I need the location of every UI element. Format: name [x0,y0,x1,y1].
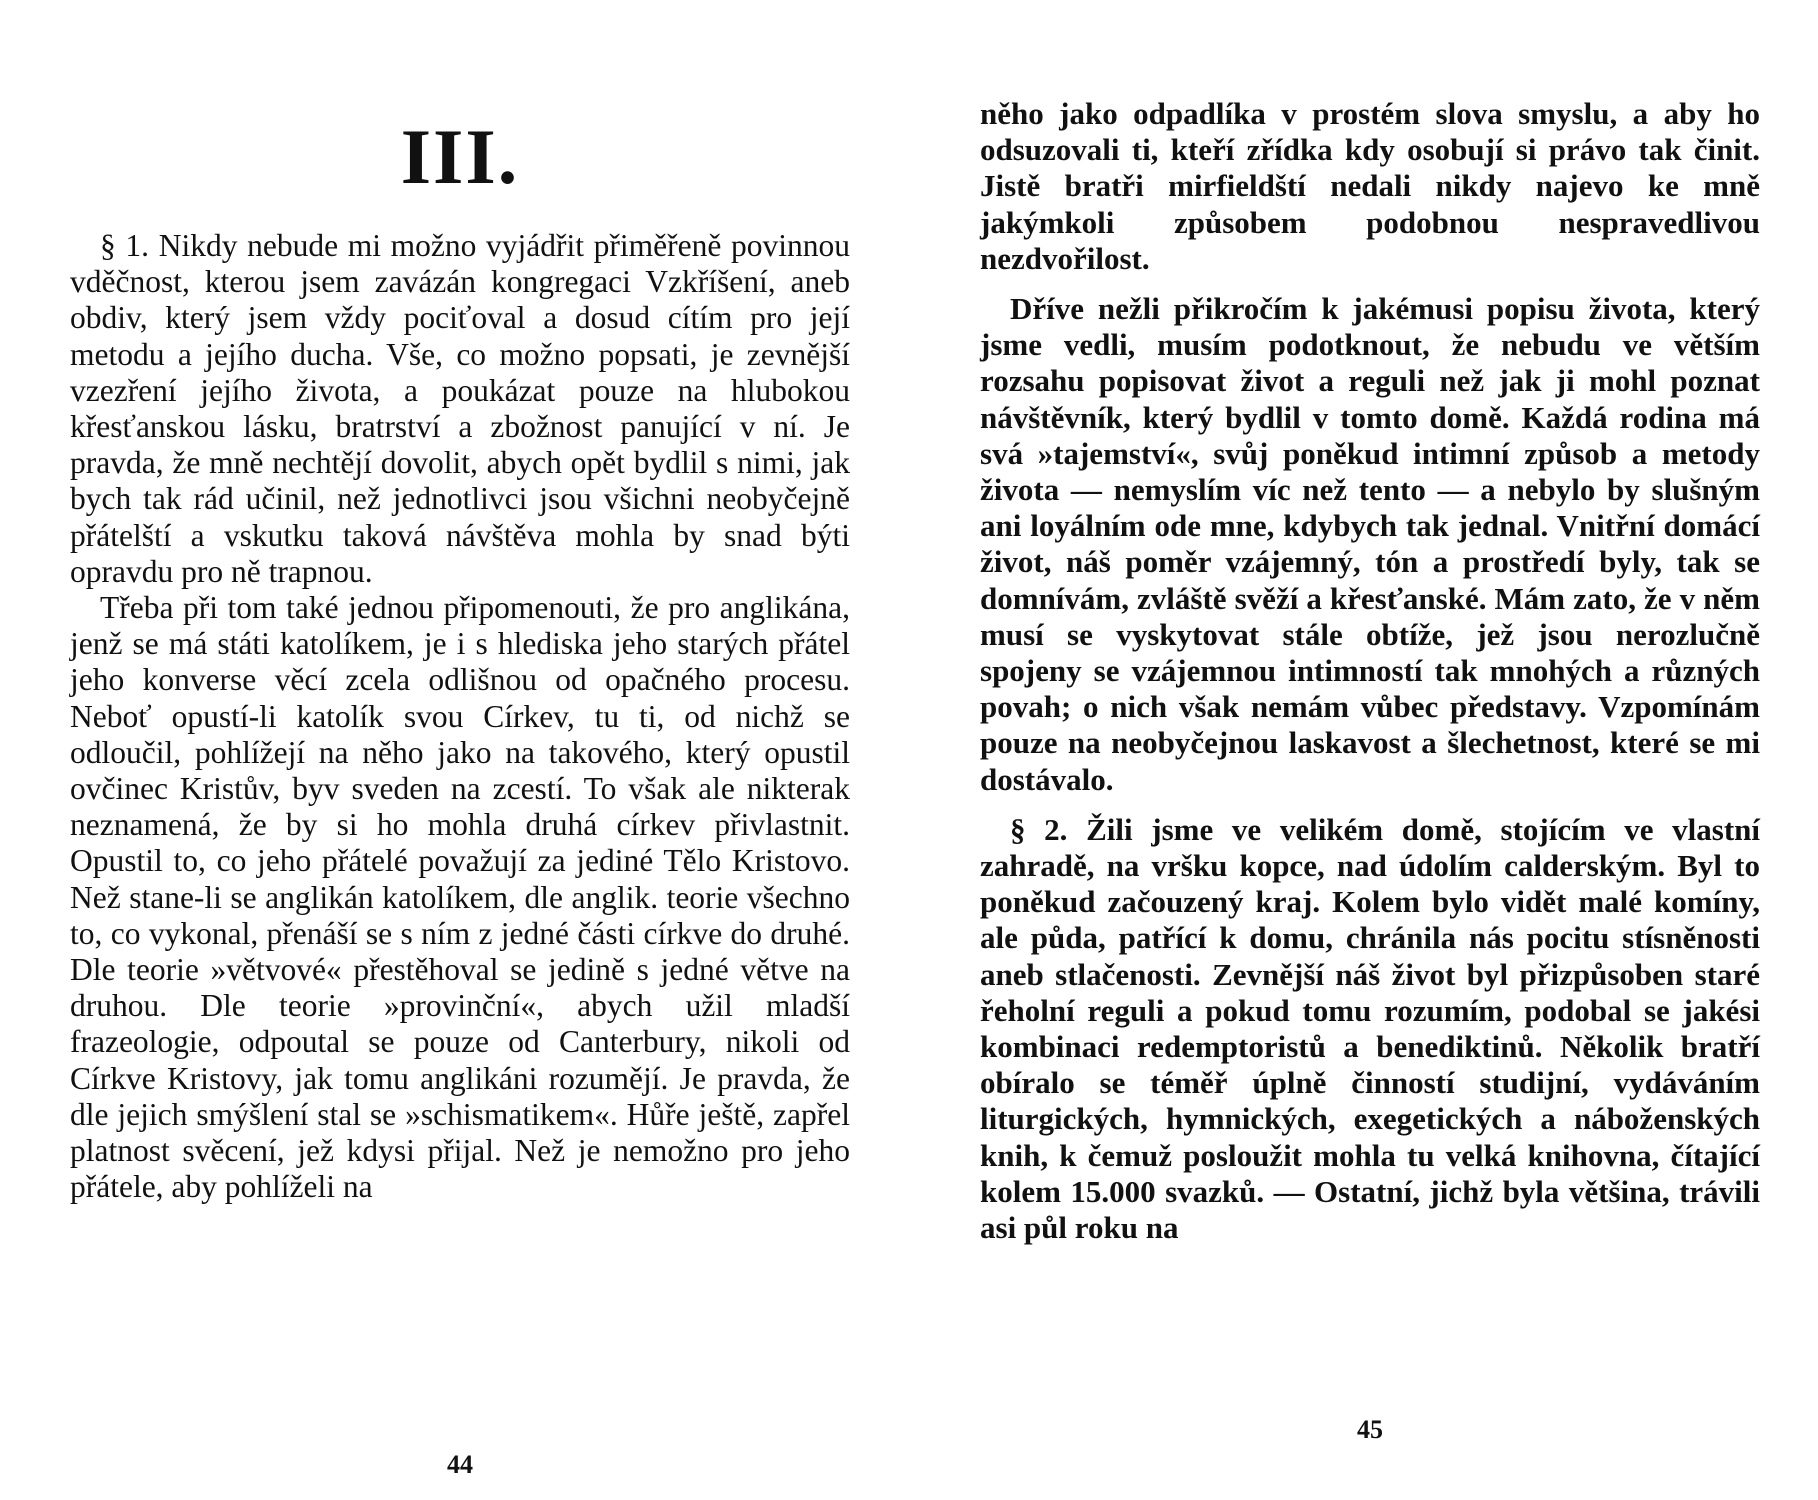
left-page [70,0,850,1500]
right-page [980,0,1760,1500]
page-number-right: 45 [1357,1415,1383,1444]
right-page-text [980,96,1760,1246]
left-paragraph-1: § 1. Nikdy nebude mi možno vyjádřit přiměřeně povinnou vděčnost, kterou jsem zavázán kongregaci Vzkříšení, aneb obdiv, který jsem vždy pociťoval a dosud cítím pro její metodu a jejího ducha. Vše, co možno popsati, je zevnější vzezření jejího života, a poukázat pouze na hlubokou křesťanskou lásku, bratrství a zbožnost panující v ní. Je pravda, že mně nechtějí dovolit, abych opět bydlil s nimi, jak bych tak rád učinil, než jednotlivci jsou všichni neobyčejně přátelští a vskutku taková návštěva mohla by snad býti opravdu pro ně trapnou. [70,228,850,589]
left-paragraph-2: Třeba při tom také jednou připomenouti, že pro anglikána, jenž se má státi katolíkem, je i s hlediska jeho starých přátel jeho konverse věcí zcela odlišnou od opačného procesu. Neboť opustí-li katolík svou Církev, tu ti, od nichž se odloučil, pohlížejí na něho jako na takového, který opustil ovčinec Kristův, byv sveden na zcestí. To však ale nikterak neznamená, že by si ho mohla druhá církev přivlastnit. Opustil to, co jeho přátelé považují za jediné Tělo Kristovo. Než stane-li se anglikán katolíkem, dle anglik. teorie všechno to, co vykonal, přenáší se s ním z jedné části církve do druhé. Dle teorie »větvové« přestěhoval se jedině s jedné větve na druhou. Dle teorie »provinční«, abych užil mladší frazeologie, odpoutal se pouze od Canterbury, nikoli od Církve Kristovy, jak tomu anglikáni rozumějí. Je pravda, že dle jejich smýšlení stal se »schismatikem«. Hůře ještě, zapřel platnost svěcení, jež kdysi přijal. Než je nemožno pro jeho přátele, aby pohlíželi na [70,590,850,1205]
left-page-text [70,228,850,1205]
right-paragraph-3: § 2. Žili jsme ve velikém domě, stojícím ve vlastní zahradě, na vršku kopce, nad údolím calderským. Byl to poněkud začouzený kraj. Kolem bylo vidět malé komíny, ale půda, patřící k domu, chránila nás pocitu stísněnosti aneb stlačenosti. Zevnější náš život byl přizpůsoben staré řeholní reguli a pokud tomu rozumím, podobal se jakési kombinaci redemptoristů a benediktinů. Několik bratří obíralo se téměř úplně činností studijní, vydáváním liturgických, hymnických, exegetických a náboženských knih, k čemuž posloužit mohla tu velká knihovna, čítající kolem 15.000 svazků. — Ostatní, jichž byla většina, trávili asi půl roku na [980,811,1760,1246]
right-paragraph-2: Dříve nežli přikročím k jakémusi popisu života, který jsme vedli, musím podotknout, že nebudu ve větším rozsahu popisovat život a reguli než jak ji mohl poznat návštěvník, který bydlil v tomto domě. Každá rodina má svá »tajemství«, svůj poněkud intimní způsob a metody života — nemyslím víc než tento — a nebylo by slušným ani loyálním ode mne, kdybych tak jednal. Vnitřní domácí život, náš poměr vzájemný, tón a prostředí byly, tak se domnívám, zvláště svěží a křesťanské. Mám zato, že v něm musí se vyskytovat stále obtíže, jež jsou nerozlučně spojeny se vzájemnou intimností tak mnohých a různých povah; o nich však nemám vůbec představy. Vzpomínám pouze na neobyčejnou laskavost a šlechetnost, které se mi dostávalo. [980,291,1760,797]
chapter-heading: III. [400,113,520,200]
page-number-left: 44 [447,1450,473,1479]
right-paragraph-1: něho jako odpadlíka v prostém slova smyslu, a aby ho odsuzovali ti, kteří zřídka kdy osobují si právo tak činit. Jistě bratři mirfieldští nedali nikdy najevo ke mně jakýmkoli způsobem podobnou nespravedlivou nezdvořilost. [980,96,1760,276]
